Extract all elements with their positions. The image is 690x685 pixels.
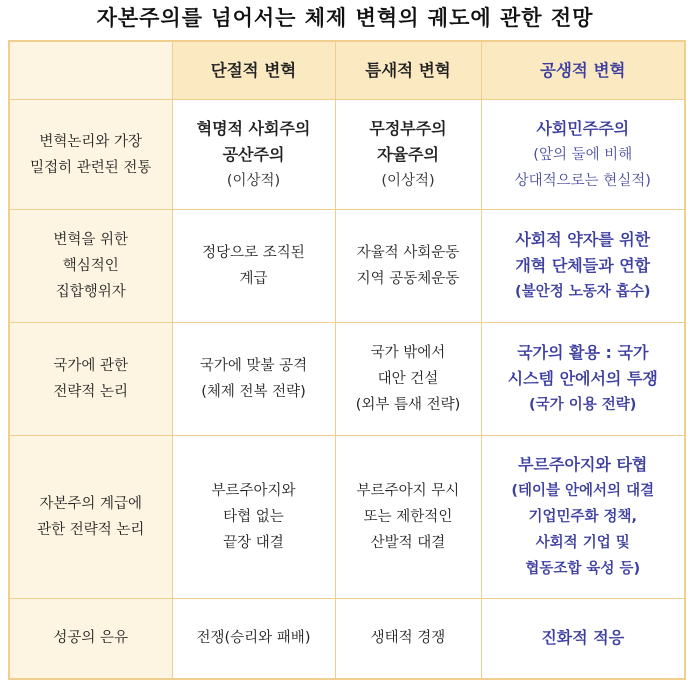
cell-sub-line: 사회적 기업 및	[535, 535, 630, 551]
cell-sub-line: 기업민주화 정책,	[528, 509, 638, 525]
cell-sub-line: (테이블 안에서의 대결	[511, 483, 655, 499]
row-header-line: 집합행위자	[55, 284, 126, 300]
cell-line: 계급	[239, 271, 268, 287]
cell-line: 자율적 사회운동	[356, 245, 460, 261]
cell-rupture	[172, 599, 335, 679]
row-header-line: 밀접히 관련된 전통	[30, 159, 152, 176]
cell-main-line: 무정부주의	[369, 118, 447, 138]
column-header-symbiotic: 공생적 변혁	[481, 41, 685, 100]
cell-rupture	[172, 210, 335, 323]
cell-rupture	[172, 100, 335, 210]
table-row	[9, 436, 685, 599]
cell-note: (이상적)	[226, 172, 281, 189]
row-header-line: 핵심적인	[62, 258, 119, 274]
cell-interstitial	[335, 436, 481, 599]
cell-sub-line: (국가 이용 전략)	[529, 397, 637, 413]
row-header-line: 변혁논리와 가장	[39, 133, 143, 150]
cell-main-line: 공산주의	[222, 144, 285, 164]
cell-symbiotic	[481, 599, 685, 679]
row-header	[9, 599, 172, 679]
cell-line: 국가에 맞불 공격	[199, 358, 308, 374]
cell-line: (외부 틈새 전략)	[355, 397, 461, 413]
table-row	[9, 323, 685, 436]
cell-rupture	[172, 436, 335, 599]
cell-rupture	[172, 323, 335, 436]
cell-symbiotic	[481, 436, 685, 599]
cell-main-line: 국가의 활용 : 국가	[517, 343, 649, 362]
header-row	[9, 41, 685, 100]
cell-main-line: 시스템 안에서의 투쟁	[507, 369, 658, 388]
table-row	[9, 210, 685, 323]
cell-main-line: 부르주아지와 타협	[518, 455, 648, 474]
cell-line: 끝장 대결	[223, 535, 284, 551]
cell-line: (체제 전복 전략)	[201, 384, 306, 400]
cell-line: 산발적 대결	[370, 535, 446, 551]
column-header-interstitial: 틈새적 변혁	[335, 41, 481, 100]
row-header-line: 자본주의 계급에	[39, 496, 143, 512]
comparison-table	[8, 40, 686, 680]
cell-main-line: 사회적 약자를 위한	[515, 230, 651, 249]
cell-main-line: 자율주의	[377, 144, 439, 164]
row-header-line: 변혁을 위한	[53, 232, 129, 248]
table-row	[9, 599, 685, 679]
cell-sub-line: 협동조합 육성 등)	[525, 561, 641, 577]
table-row	[9, 100, 685, 210]
cell-interstitial	[335, 210, 481, 323]
row-header	[9, 436, 172, 599]
cell-line: 대안 건설	[377, 371, 439, 387]
cell-main-line: 사회민주주의	[536, 118, 630, 138]
row-header-line: 관한 전략적 논리	[37, 522, 145, 538]
cell-symbiotic	[481, 210, 685, 323]
row-header-line: 전략적 논리	[53, 384, 129, 400]
cell-note: 상대적으로는 현실적)	[514, 172, 651, 189]
cell-sub-line: (불안정 노동자 흡수)	[515, 284, 651, 300]
cell-line: 정당으로 조직된	[202, 245, 305, 261]
cell-line: 부르주아지 무시	[356, 483, 460, 499]
cell-line: 타협 없는	[223, 509, 284, 525]
row-header-line: 성공의 은유	[53, 630, 129, 647]
cell-main-line: 진화적 적응	[541, 628, 625, 648]
cell-line: 부르주아지와	[211, 483, 296, 499]
row-header	[9, 100, 172, 210]
row-header	[9, 210, 172, 323]
cell-main-line: 개혁 단체들과 연합	[515, 256, 651, 275]
corner-cell	[9, 41, 172, 100]
cell-symbiotic	[481, 323, 685, 436]
cell-note: (이상적)	[381, 172, 435, 189]
cell-interstitial	[335, 100, 481, 210]
cell-line: 또는 제한적인	[363, 509, 453, 525]
row-header	[9, 323, 172, 436]
cell-line: 지역 공동체운동	[356, 271, 460, 287]
cell-line: 국가 밖에서	[370, 345, 446, 361]
page-title: 자본주의를 넘어서는 체제 변혁의 궤도에 관한 전망	[96, 5, 594, 30]
cell-interstitial	[335, 323, 481, 436]
column-header-rupture: 단절적 변혁	[172, 41, 335, 100]
cell-main-line: 혁명적 사회주의	[196, 118, 311, 138]
cell-interstitial	[335, 599, 481, 679]
cell-symbiotic	[481, 100, 685, 210]
cell-line: 생태적 경쟁	[370, 630, 446, 647]
row-header-line: 국가에 관한	[53, 358, 129, 374]
cell-note: (앞의 둘에 비해	[533, 146, 633, 163]
cell-line: 전쟁(승리와 패배)	[196, 630, 311, 647]
